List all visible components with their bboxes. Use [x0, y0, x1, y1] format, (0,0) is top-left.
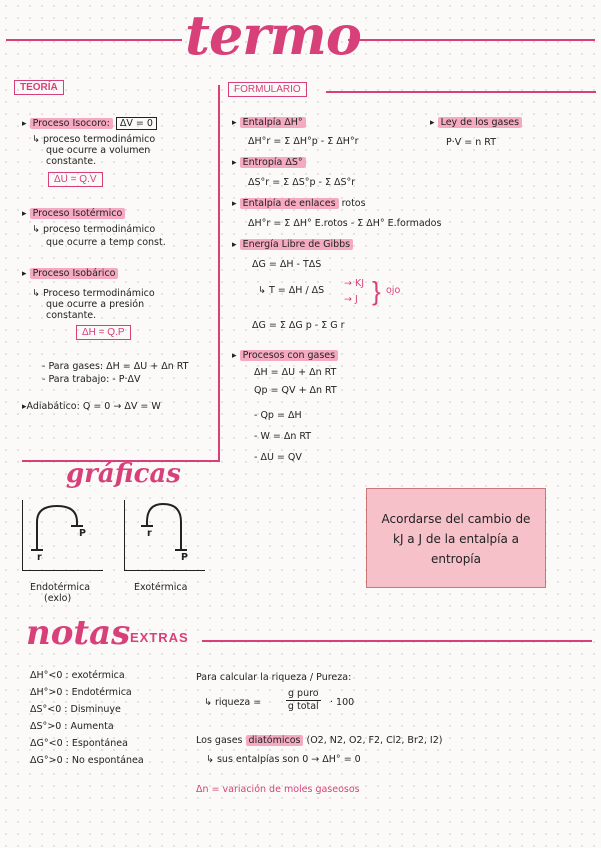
isocoro-formula: ΔV = 0	[116, 117, 157, 130]
endo-p-label: P	[79, 528, 86, 539]
entropia-label: Entropía ΔS°	[240, 157, 306, 168]
entalpia-label: Entalpía ΔH°	[240, 117, 306, 128]
isocoro-result: ΔU = Q.V	[48, 172, 103, 187]
list-item: ΔS°>0 : Aumenta	[30, 721, 114, 732]
isobarico-heading	[22, 268, 118, 280]
gibbs-label: Energía Libre de Gibbs	[240, 239, 354, 250]
trabajo-line: - Para trabajo: - P·ΔV	[42, 374, 141, 385]
isobarico-label: Proceso Isobárico	[30, 268, 119, 279]
variacion-line: Δn = variación de moles gaseosos	[196, 784, 360, 795]
isotermico-heading	[22, 208, 125, 220]
procesos-f4: - W = Δn RT	[254, 431, 312, 442]
riqueza-mult: · 100	[330, 697, 355, 708]
diatomicos-line	[196, 735, 442, 747]
list-item: ΔS°<0 : Disminuye	[30, 704, 121, 715]
list-item: ΔH°<0 : exotérmica	[30, 670, 125, 681]
isobarico-desc-2: que ocurre a presión	[46, 299, 145, 310]
ley-gases-formula: P·V = n RT	[446, 137, 497, 148]
graficas-heading: gráficas	[66, 459, 181, 489]
isobarico-desc-1: ↳ Proceso termodinámico	[32, 288, 155, 299]
notas-heading: notas	[26, 613, 131, 653]
riqueza-num: g puro	[288, 688, 319, 699]
entropia-formula: ΔS°r = Σ ΔS°p - Σ ΔS°r	[248, 177, 356, 188]
list-item: ΔG°>0 : No espontánea	[30, 755, 144, 766]
isobarico-desc-3: constante.	[46, 310, 97, 321]
gibbs-units-1: → KJ	[344, 278, 365, 289]
riqueza-den: g total	[287, 701, 319, 712]
exo-graph	[124, 500, 205, 571]
procesos-heading	[232, 350, 338, 362]
exo-curve	[125, 500, 205, 570]
isocoro-desc-1: ↳ proceso termodinámico	[32, 134, 156, 145]
list-item: ΔH°>0 : Endotérmica	[30, 687, 132, 698]
riqueza-intro: Para calcular la riqueza / Pureza:	[196, 672, 352, 683]
enlaces-heading	[232, 198, 366, 210]
gibbs-heading	[232, 239, 353, 251]
gibbs-formula-2: ↳ T = ΔH / ΔS	[258, 285, 325, 296]
header-rule-left	[6, 39, 182, 41]
procesos-f3: - Qp = ΔH	[254, 410, 302, 421]
exo-label: Exotérmica	[134, 582, 188, 593]
endo-sub: (exlo)	[44, 593, 72, 604]
isocoro-heading	[22, 118, 157, 130]
teoria-heading: TEORÍA	[14, 80, 64, 95]
isocoro-desc-3: constante.	[46, 156, 97, 167]
isotermico-desc-2: que ocurre a temp const.	[46, 237, 166, 248]
enlaces-label-2: rotos	[341, 198, 366, 209]
notas-rule	[202, 640, 592, 642]
entropia-heading	[232, 157, 306, 169]
entalpias-line: ↳ sus entalpías son 0 → ΔH° = 0	[206, 754, 361, 765]
note-text: Acordarse del cambio de kJ a J de la entalpía a entropía	[381, 512, 531, 566]
header-rule-right	[348, 39, 595, 41]
gases-line: - Para gases: ΔH = ΔU + Δn RT	[42, 361, 189, 372]
riqueza-label: ↳ riqueza =	[204, 697, 262, 708]
formulario-heading: FORMULARIO	[228, 82, 307, 97]
formulario-rule	[326, 91, 596, 93]
note-box	[366, 488, 546, 588]
gibbs-units-2: → J	[344, 294, 358, 305]
diatomicos-hl: diatómicos	[246, 735, 304, 746]
isocoro-label: Proceso Isocoro:	[30, 118, 113, 129]
procesos-f2: Qp = QV + Δn RT	[254, 385, 337, 396]
endo-curve	[23, 500, 103, 570]
isotermico-label: Proceso Isotérmico	[30, 208, 126, 219]
exo-r-label: r	[147, 528, 152, 539]
procesos-f1: ΔH = ΔU + Δn RT	[254, 367, 337, 378]
gibbs-formula-3: ΔG = Σ ΔG p - Σ G r	[252, 320, 345, 331]
isotermico-desc-1: ↳ proceso termodinámico	[32, 224, 156, 235]
diatomicos-pre: Los gases	[196, 735, 243, 746]
teoria-divider-vertical	[218, 85, 220, 461]
riqueza-fraction	[286, 688, 321, 713]
gibbs-formula-1: ΔG = ΔH - TΔS	[252, 259, 322, 270]
enlaces-formula: ΔH°r = Σ ΔH° E.rotos - Σ ΔH° E.formados	[248, 218, 442, 229]
exo-p-label: P	[181, 552, 188, 563]
procesos-f5: - ΔU = QV	[254, 452, 302, 463]
isocoro-desc-2: que ocurre a volumen	[46, 145, 151, 156]
endo-graph	[22, 500, 103, 571]
procesos-label: Procesos con gases	[240, 350, 339, 361]
ley-gases-heading	[430, 117, 522, 129]
gibbs-ojo: ojo	[386, 285, 401, 296]
enlaces-label: Entalpía de enlaces	[240, 198, 339, 209]
endo-label: Endotérmica	[30, 582, 91, 593]
isobarico-result: ΔH = Q.P	[76, 325, 131, 340]
notas-heading-sub: EXTRAS	[130, 630, 189, 645]
ley-gases-label: Ley de los gases	[438, 117, 523, 128]
gibbs-brace: }	[372, 276, 381, 306]
list-item: ΔG°<0 : Espontánea	[30, 738, 128, 749]
entalpia-heading	[232, 117, 306, 129]
diatomicos-post: (O2, N2, O2, F2, Cl2, Br2, I2)	[306, 735, 443, 746]
entalpia-formula: ΔH°r = Σ ΔH°p - Σ ΔH°r	[248, 136, 359, 147]
page-title: termo	[185, 3, 361, 67]
endo-r-label: r	[37, 552, 42, 563]
adiabatico-line: ▸ Adiabático: Q = 0 → ΔV = W	[22, 401, 161, 413]
notas-left-list	[30, 670, 144, 772]
